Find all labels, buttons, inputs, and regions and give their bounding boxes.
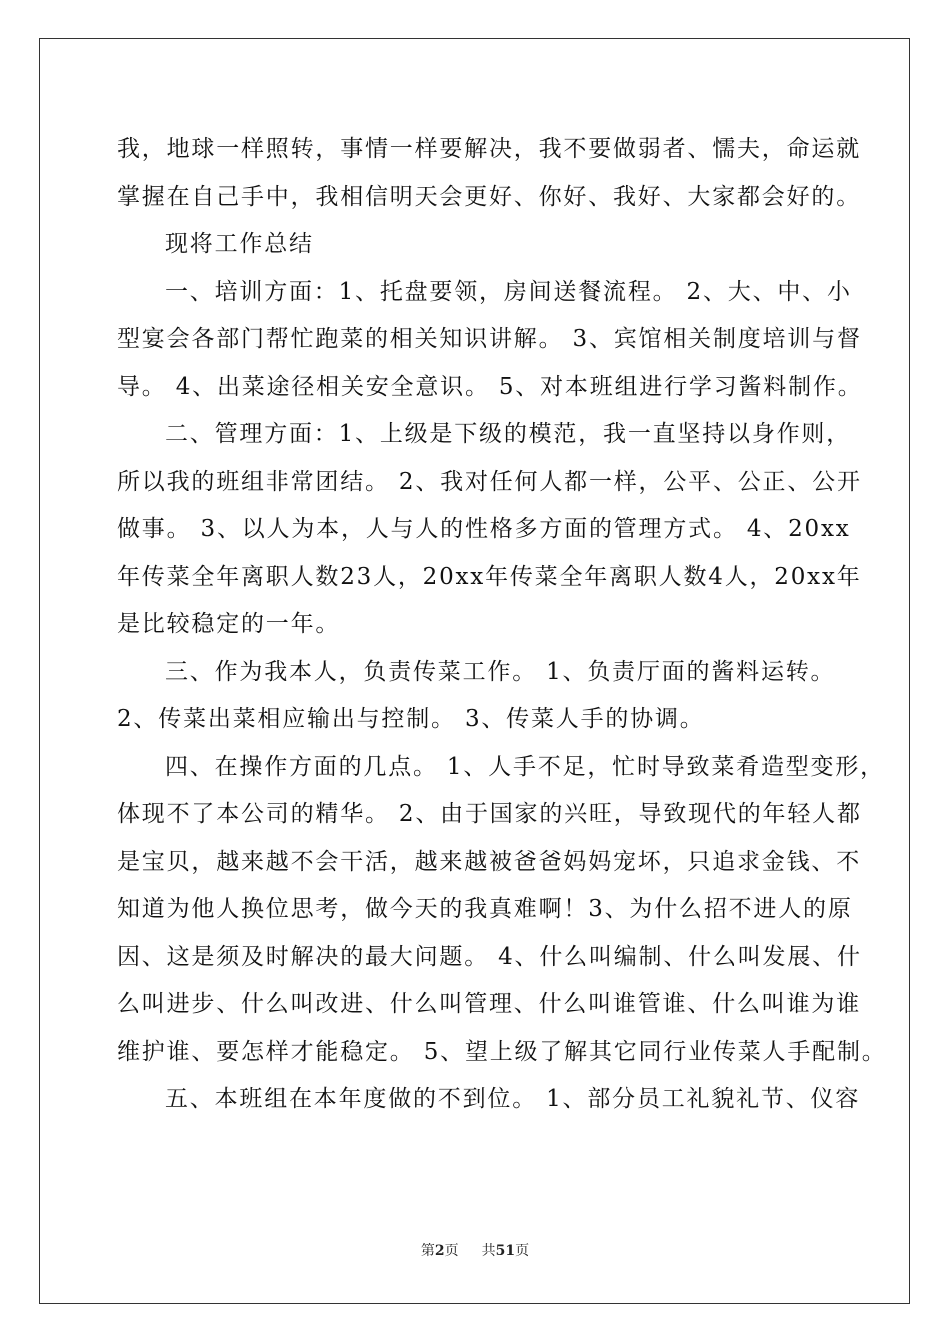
text-line: 是宝贝，越来越不会干活，越来越被爸爸妈妈宠坏，只追求金钱、不 [117, 848, 861, 875]
text-line: 么叫进步、什么叫改进、什么叫管理、什么叫谁管谁、什么叫谁为谁 [117, 991, 861, 1017]
text-line: 型宴会各部门帮忙跑菜的相关知识讲解。 3、宾馆相关制度培训与督 [117, 326, 862, 352]
text-line: 体现不了本公司的精华。 2、由于国家的兴旺，导致现代的年轻人都 [117, 801, 862, 827]
footer-total-pages: 51 [495, 1243, 516, 1259]
text-line: 维护谁、要怎样才能稳定。 5、望上级了解其它同行业传菜人手配制。 [117, 1038, 887, 1065]
text-line: 2、传菜出菜相应输出与控制。 3、传菜人手的协调。 [117, 706, 705, 732]
footer-page-suffix: 页 [444, 1243, 459, 1259]
footer-page-number: 2 [434, 1243, 445, 1259]
text-line: 年传菜全年离职人数23人，20xx年传菜全年离职人数4人，20xx年 [117, 563, 862, 590]
text-line: 因、这是须及时解决的最大问题。 4、什么叫编制、什么叫发展、什 [117, 943, 862, 970]
text-line: 做事。 3、以人为本，人与人的性格多方面的管理方式。 4、20xx [117, 516, 851, 542]
text-line: 现将工作总结 [165, 231, 314, 257]
text-line: 所以我的班组非常团结。 2、我对任何人都一样，公平、公正、公开 [117, 468, 862, 495]
footer-total-suffix: 页 [515, 1243, 530, 1259]
text-line: 我，地球一样照转，事情一样要解决，我不要做弱者、懦夫，命运就 [117, 136, 861, 162]
text-line: 掌握在自己手中，我相信明天会更好、你好、我好、大家都会好的。 [117, 183, 861, 210]
page-footer [0, 1240, 950, 1260]
text-line: 一、培训方面：1、托盘要领，房间送餐流程。 2、大、中、小 [165, 278, 852, 305]
text-line: 五、本班组在本年度做的不到位。 1、部分员工礼貌礼节、仪容 [165, 1086, 861, 1112]
text-line: 是比较稳定的一年。 [117, 611, 341, 637]
text-line: 四、在操作方面的几点。 1、人手不足，忙时导致菜肴造型变形， [165, 753, 885, 780]
footer-total-prefix: 共 [481, 1243, 496, 1259]
text-line: 二、管理方面：1、上级是下级的模范，我一直坚持以身作则， [165, 421, 852, 447]
text-line: 导。 4、出菜途径相关安全意识。 5、对本班组进行学习酱料制作。 [117, 373, 863, 400]
text-line: 知道为他人换位思考，做今天的我真难啊！3、为什么招不进人的原 [117, 896, 853, 922]
footer-page-prefix: 第 [420, 1243, 435, 1259]
text-line: 三、作为我本人，负责传菜工作。 1、负责厅面的酱料运转。 [165, 658, 836, 685]
